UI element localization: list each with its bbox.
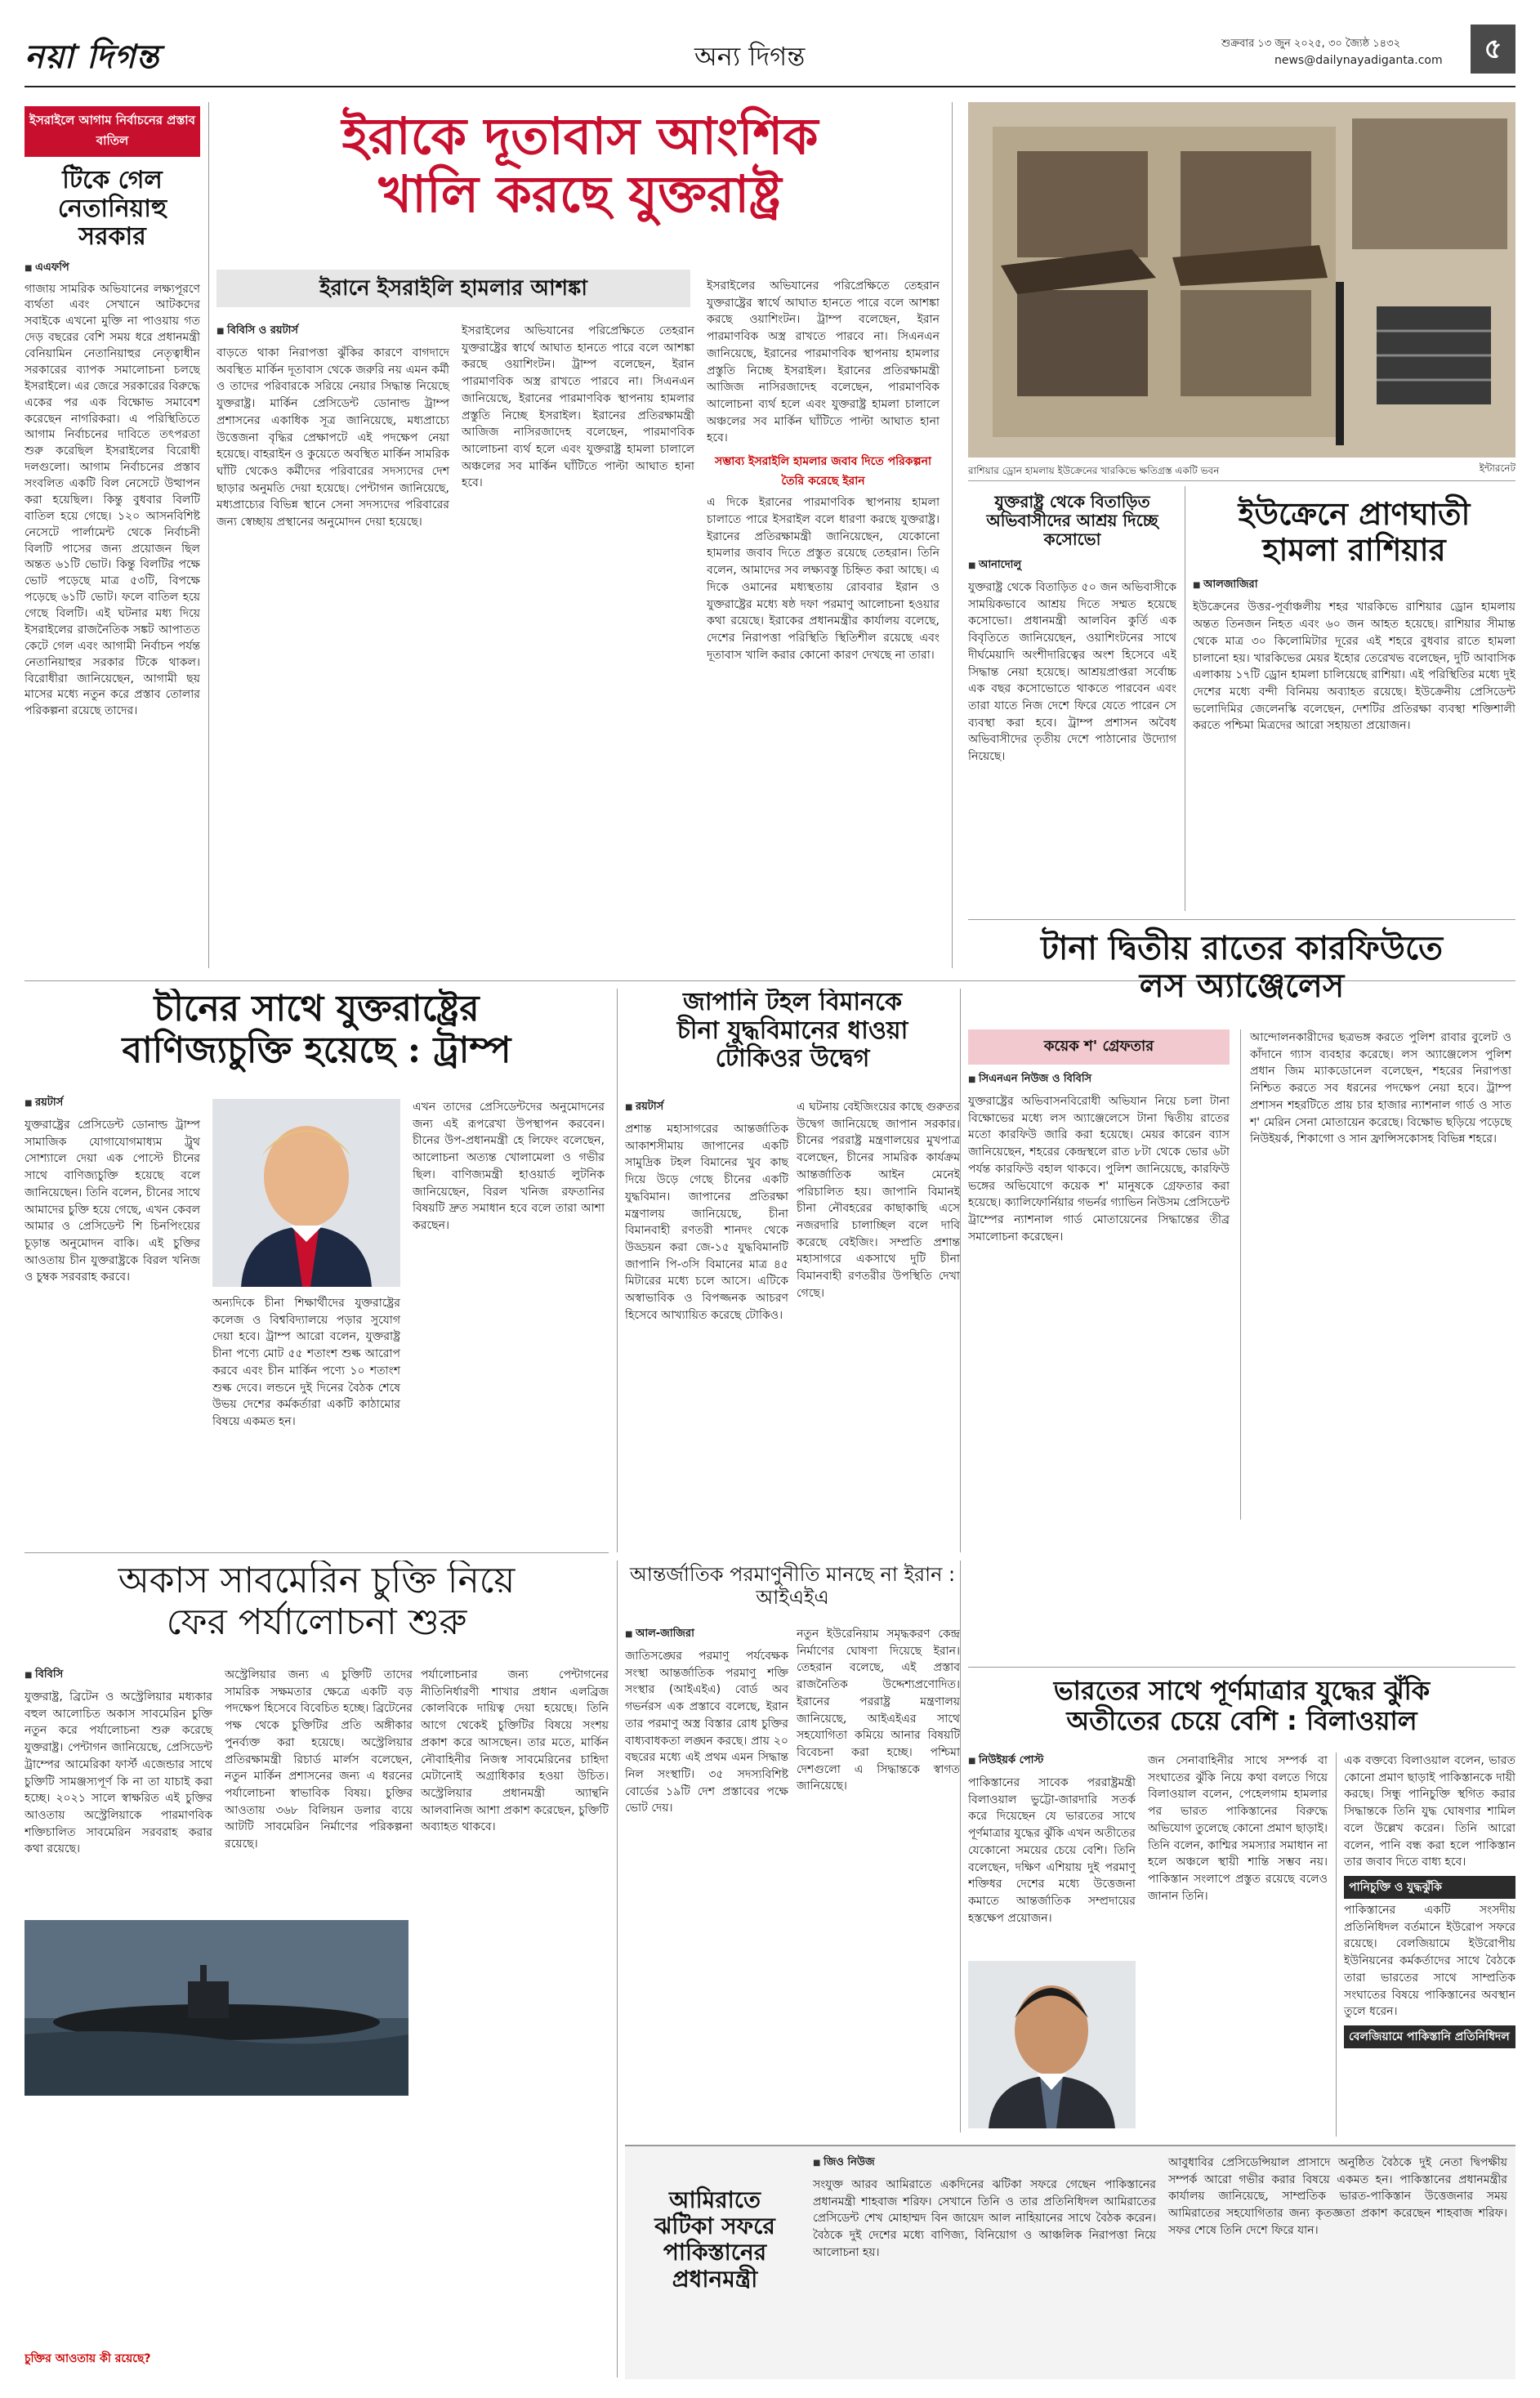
- article-headline-line2: খালি করছে যুক্তরাষ্ট্র: [378, 164, 782, 225]
- article-headline-line2: বাণিজ্যচুক্তি হয়েছে : ট্রাম্প: [122, 1029, 511, 1071]
- continue-subhead: চুক্তির আওতায় কী রয়েছে?: [25, 2352, 151, 2365]
- article-body: বাড়তে থাকা নিরাপত্তা ঝুঁকির কারণে বাগদাদে অবস্থিত মার্কিন দূতাবাস থেকে জরুরি নয় এমন কর্মী ও তাদের পরিবারকে সরিয়ে নেয়ার সিদ্ধান্ত নিয়েছে যুক্তরাষ্ট্র। মার্কিন প্রেসিডেন্ট ডোনাল্ড ট্রাম্প প্রশাসনের একাধিক সূত্র জানিয়েছে, মধ্যপ্রাচ্যে উত্তেজনা বৃদ্ধির প্রেক্ষাপটে এই পদক্ষেপ নেয়া হয়েছে। বাহরাইন ও কুয়েতে অবস্থিত মার্কিন সামরিক ঘাঁটি থেকেও কর্মীদের পরিবারের সদস্যদের দেশ ছাড়ার অনুমতি দেয়া হয়েছে। পেন্টাগন জানিয়েছে, মধ্যপ্রাচ্যের বিভিন্ন স্থানে সেনা সদস্যদের পরিবারের জন্য স্বেচ্ছায় প্রস্থানের অনুমোদন দেয়া হয়েছে।: [216, 346, 449, 529]
- article-kosovo: [968, 486, 1176, 964]
- aukus-col-1: [25, 1667, 212, 1858]
- la-col-1: [968, 1029, 1230, 1245]
- portrait-illustration: [212, 1099, 400, 1287]
- article-body: পর্যালোচনার জন্য পেন্টাগনের নীতিনির্ধারণী শাখার প্রধান এলব্রিজ কোলবিকে দায়িত্ব দেয়া হয়েছে। তিনি আগে থেকেই চুক্তিটির বিষয়ে সংশয় প্রকাশ করে আসছেন। তার মতে, মার্কিন নৌবাহিনীর নিজস্ব সাবমেরিনের চাহিদা মেটানোই অগ্রাধিকার হওয়া উচিত। অস্ট্রেলিয়ার প্রধানমন্ত্রী অ্যান্থনি আলবানিজ আশা প্রকাশ করেছেন, চুক্তিটি অব্যাহত থাকবে।: [421, 1668, 609, 1834]
- article-body: নতুন ইউরেনিয়াম সমৃদ্ধকরণ কেন্দ্র নির্মাণের ঘোষণা দিয়েছে ইরান। তেহরান বলেছে, এই প্রস্তাব রাজনৈতিক উদ্দেশ্যপ্রণোদিত। ইরানের পররাষ্ট্র মন্ত্রণালয় জানিয়েছে, আইএইএর সাথে সহযোগিতা কমিয়ে আনার বিষয়টি বিবেচনা করা হচ্ছে। পশ্চিমা দেশগুলো এ সিদ্ধান্তকে স্বাগত জানিয়েছে।: [797, 1628, 960, 1793]
- article-byline: ■ নিউইয়র্ক পোস্ট: [968, 1753, 1136, 1770]
- article-headline-line3: পাকিস্তানের: [663, 2239, 767, 2266]
- aukus-col-3: [421, 1667, 609, 1836]
- pakistan-col-1: [968, 1753, 1136, 1927]
- article-byline: ■ রয়টার্স: [25, 1095, 200, 1112]
- trump-photo: [212, 1099, 400, 1287]
- submarine-photo: [25, 1920, 408, 2096]
- caption-text: রাশিয়ার ড্রোন হামলায় ইউক্রেনের খারকিভে ক্ষতিগ্রস্ত একটি ভবন: [968, 465, 1220, 476]
- article-headline-line2: লস অ্যাঞ্জেলেস: [1139, 967, 1345, 1005]
- uae-col-1: [813, 2155, 1156, 2262]
- article-headline-line1: ইরাকে দূতাবাস আংশিক: [341, 106, 819, 166]
- article-byline: ■ আলজাজিরা: [1193, 577, 1515, 594]
- article-byline: ■ আনাদোলু: [968, 557, 1176, 574]
- article-headline-line1: জাপানি টহল বিমানকে: [682, 989, 903, 1016]
- article-body: আন্দোলনকারীদের ছত্রভঙ্গ করতে পুলিশ রাবার বুলেট ও কাঁদানে গ্যাস ব্যবহার করেছে। লস অ্যাঞ্জেলেস পুলিশ প্রধান জিম ম্যাকডোনেল বলেছেন, শহরের নিরাপত্তা নিশ্চিত করতে সব ধরনের পদক্ষেপ নেয়া হবে। ট্রাম্প প্রশাসন শহরটিতে প্রায় চার হাজার ন্যাশনাল গার্ড ও সাত শ' মেরিন সেনা মোতায়েন করেছে। বিক্ষোভ ছড়িয়ে পড়েছে নিউইয়র্ক, শিকাগো ও সান ফ্রান্সিসকোসহ বিভিন্ন শহরে।: [1250, 1031, 1511, 1146]
- article-kicker: ইসরাইলে আগাম নির্বাচনের প্রস্তাব বাতিল: [25, 106, 200, 157]
- ukraine-photo: [968, 102, 1515, 458]
- article-body: জাতিসঙ্ঘের পরমাণু পর্যবেক্ষক সংস্থা আন্তর্জাতিক পরমাণু শক্তি সংস্থার (আইএইএ) বোর্ড অব গভর্নরস এক প্রস্তাবে বলেছে, ইরান তার পরমাণু অস্ত্র বিস্তার রোধ চুক্তির বাধ্যবাধকতা লঙ্ঘন করছে। প্রায় ২০ বছরের মধ্যে এই প্রথম এমন সিদ্ধান্ত নিল সংস্থাটি। ৩৫ সদস্যবিশিষ্ট বোর্ডের ১৯টি দেশ প্রস্তাবের পক্ষে ভোট দেয়।: [625, 1650, 788, 1815]
- china-col-2: [212, 1295, 400, 1431]
- subheadline-text: ইরানে ইসরাইলি হামলার আশঙ্কা: [319, 276, 587, 301]
- article-body: যুক্তরাষ্ট্র থেকে বিতাড়িত ৫০ জন অভিবাসীকে সাময়িকভাবে আশ্রয় দিতে সম্মত হয়েছে কসোভো। প্রধানমন্ত্রী আলবিন কুর্তি এক বিবৃতিতে জানিয়েছেন, ওয়াশিংটনের সাথে দীর্ঘমেয়াদি অংশীদারিত্বের অংশ হিসেবে এই সিদ্ধান্ত নেয়া হয়েছে। আশ্রয়প্রাপ্তরা সর্বোচ্চ এক বছর কসোভোতে থাকতে পারবেন এবং তারা যাতে নিজ দেশে ফিরে যেতে পারেন সে ব্যবস্থা করা হবে। ট্রাম্প প্রশাসন অবৈধ অভিবাসীদের তৃতীয় দেশে পাঠানোর উদ্যোগ নিয়েছে।: [968, 581, 1176, 764]
- article-body: এক বক্তব্যে বিলাওয়াল বলেন, ভারত কোনো প্রমাণ ছাড়াই পাকিস্তানকে দায়ী করছে। সিন্ধু পানিচুক্তি স্থগিত করার সিদ্ধান্তকে তিনি যুদ্ধ ঘোষণার শামিল বলে উল্লেখ করেন। তিনি আরো বলেন, পানি বন্ধ করা হলে পাকিস্তান তার জবাব দিতে বাধ্য হবে।: [1344, 1754, 1515, 1869]
- article-body: আবুধাবির প্রেসিডেন্সিয়াল প্রাসাদে অনুষ্ঠিত বৈঠকে দুই নেতা দ্বিপক্ষীয় সম্পর্ক আরো গভীর করার বিষয়ে একমত হন। পাকিস্তানের প্রধানমন্ত্রীর কার্যালয় জানিয়েছে, সাম্প্রতিক ভারত-পাকিস্তান উত্তেজনার সময় আমিরাতের সহযোগিতার জন্য কৃতজ্ঞতা প্রকাশ করেছেন শাহবাজ শরিফ। সফর শেষে তিনি দেশে ফিরে যান।: [1168, 2156, 1507, 2237]
- article-body: ইসরাইলের অভিযানের পরিপ্রেক্ষিতে তেহরান যুক্তরাষ্ট্রের স্বার্থে আঘাত হানতে পারে বলে আশঙ্কা করছে ওয়াশিংটন। ট্রাম্প বলেছেন, ইরান পারমাণবিক অস্ত্র রাখতে পারবে না। সিএনএন জানিয়েছে, ইরানের পারমাণবিক স্থাপনায় হামলার প্রস্তুতি নিচ্ছে ইসরাইল। ইরানের প্রতিরক্ষামন্ত্রী আজিজ নাসিরজাদেহ বলেছেন, পারমাণবিক আলোচনা ব্যর্থ হলে এবং যুক্তরাষ্ট্র হামলা চালালে অঞ্চলের সব মার্কিন ঘাঁটিতে পাল্টা আঘাত হানা হবে।: [707, 279, 940, 445]
- iraq-col-3: [707, 278, 940, 663]
- article-byline: ■ এএফপি: [25, 260, 200, 277]
- masthead: [25, 25, 1515, 87]
- article-ukraine: [1193, 486, 1515, 911]
- article-body: প্রশান্ত মহাসাগরের আন্তর্জাতিক আকাশসীমায় জাপানের একটি সামুদ্রিক টহল বিমানের খুব কাছ দিয়ে উড়ে গেছে চীনের একটি যুদ্ধবিমান। জাপানের প্রতিরক্ষা মন্ত্রণালয় জানিয়েছে, চীনা বিমানবাহী রণতরী শানদং থেকে উড্ডয়ন করা জে-১৫ যুদ্ধবিমানটি জাপানি পি-৩সি বিমানের মাত্র ৪৫ মিটারের মধ্যে চলে আসে। এটিকে অস্বাভাবিক ও বিপজ্জনক আচরণ হিসেবে আখ্যায়িত করেছে টোকিও।: [625, 1123, 788, 1322]
- issue-date: শুক্রবার ১৩ জুন ২০২৫, ৩০ জ্যৈষ্ঠ ১৪৩২: [1221, 38, 1401, 50]
- article-headline-line1: চীনের সাথে যুক্তরাষ্ট্রের: [154, 989, 480, 1029]
- aukus-continue: [25, 2349, 270, 2369]
- article-body: পাকিস্তানের একটি সংসদীয় প্রতিনিধিদল বর্তমানে ইউরোপ সফরে রয়েছে। বেলজিয়ামে ইউরোপীয় ইউনিয়নের কর্মকর্তাদের সাথে বৈঠকে তারা ভারতের সাথে সাম্প্রতিক সংঘাতের বিষয়ে পাকিস্তানের অবস্থান তুলে ধরেন।: [1344, 1904, 1515, 2019]
- submarine-illustration: [25, 1920, 408, 2096]
- article-body: এখন তাদের প্রেসিডেন্টদের অনুমোদনের জন্য এই রূপরেখা উপস্থাপন করবেন। চীনের উপ-প্রধানমন্ত্রী হে লিফেং বলেছেন, আলোচনা অত্যন্ত খোলামেলা ও গভীর ছিল। বাণিজ্যমন্ত্রী হাওয়ার্ড লুটনিক জানিয়েছেন, বিরল খনিজ রফতানির বিষয়টি দ্রুত সমাধান হবে বলে তারা আশা করছেন।: [413, 1101, 605, 1233]
- article-body: অন্যদিকে চীনা শিক্ষার্থীদের যুক্তরাষ্ট্রের কলেজ ও বিশ্ববিদ্যালয়ে পড়ার সুযোগ দেয়া হবে। ট্রাম্প আরো বলেন, যুক্তরাষ্ট্র চীনা পণ্যে মোট ৫৫ শতাংশ শুল্ক আরোপ করবে এবং চীন মার্কিন পণ্যে ১০ শতাংশ শুল্ক দেবে। লন্ডনে দুই দিনের বৈঠক শেষে উভয় দেশের কর্মকর্তারা একটি কাঠামোর বিষয়ে একমত হন।: [212, 1297, 400, 1429]
- article-body: অস্ট্রেলিয়ার জন্য এ চুক্তিটি তাদের সামরিক সক্ষমতার ক্ষেত্রে একটি বড় পদক্ষেপ হিসেবে বিবেচিত হচ্ছে। ব্রিটেনের পক্ষ থেকে চুক্তিটির প্রতি অঙ্গীকার পুনর্ব্যক্ত করা হয়েছে। অস্ট্রেলিয়ার প্রতিরক্ষামন্ত্রী রিচার্ড মার্লস বলেছেন, নতুন মার্কিন প্রশাসনের জন্য এ ধরনের পর্যালোচনা স্বাভাবিক বিষয়। চুক্তির আওতায় ৩৬৮ বিলিয়ন ডলার ব্যয়ে আটটি সাবমেরিন নির্মাণের পরিকল্পনা রয়েছে।: [225, 1668, 413, 1851]
- uae-headline: [633, 2187, 797, 2293]
- article-china-trade: [25, 989, 609, 1544]
- pakistan-col-2: [1148, 1753, 1328, 1905]
- article-red-subhead: বেলজিয়ামে পাকিস্তানি প্রতিনিধিদল: [1344, 2025, 1515, 2048]
- article-body: সংযুক্ত আরব আমিরাতে একদিনের ঝটিকা সফরে গেছেন পাকিস্তানের প্রধানমন্ত্রী শাহবাজ শরিফ। সেখানে তিনি ও তার প্রতিনিধিদল আমিরাতের প্রেসিডেন্ট শেখ মোহাম্মদ বিন জায়েদ আল নাহিয়ানের সাথে বৈঠক করেন। বৈঠকে দুই দেশের মধ্যে বাণিজ্য, বিনিয়োগ ও আঞ্চলিক নিরাপত্তা নিয়ে আলোচনা হয়।: [813, 2178, 1156, 2259]
- article-headline-line1: ইউক্রেনে প্রাণঘাতী: [1238, 495, 1471, 532]
- article-headline-line1: ভারতের সাথে পূর্ণমাত্রার যুদ্ধের ঝুঁকি: [1053, 1675, 1431, 1706]
- article-headline-line3: টোকিওর উদ্বেগ: [715, 1044, 870, 1073]
- article-red-subhead: সম্ভাব্য ইসরাইলি হামলার জবাব দিতে পরিকল্পনা তৈরি করেছে ইরান: [714, 455, 932, 489]
- article-headline-line1: টানা দ্বিতীয় রাতের কারফিউতে: [1040, 929, 1444, 967]
- article-headline-line4: প্রধানমন্ত্রী: [672, 2265, 758, 2293]
- article-red-subhead: পানিচুক্তি ও যুদ্ধঝুঁকি: [1344, 1876, 1515, 1899]
- article-headline: যুক্তরাষ্ট্র থেকে বিতাড়িত অভিবাসীদের আশ্রয় দিচ্ছে কসোভো: [986, 492, 1158, 549]
- article-headline: আন্তর্জাতিক পরমাণুনীতি মানছে না ইরান : আইএইএ: [629, 1563, 956, 1609]
- iraq-col-1: [216, 323, 449, 531]
- article-subheadline: [216, 270, 690, 307]
- article-kicker: কয়েক শ' গ্রেফতার: [968, 1029, 1230, 1065]
- article-body: ইসরাইলের অভিযানের পরিপ্রেক্ষিতে তেহরান যুক্তরাষ্ট্রের স্বার্থে আঘাত হানতে পারে বলে আশঙ্কা করছে ওয়াশিংটন। ট্রাম্প বলেছেন, ইরান পারমাণবিক অস্ত্র রাখতে পারবে না। সিএনএন জানিয়েছে, ইরানের পারমাণবিক স্থাপনায় হামলার প্রস্তুতি নিচ্ছে ইসরাইল। ইরানের প্রতিরক্ষামন্ত্রী আজিজ নাসিরজাদেহ বলেছেন, পারমাণবিক আলোচনা ব্যর্থ হলে এবং যুক্তরাষ্ট্র হামলা চালালে অঞ্চলের সব মার্কিন ঘাঁটিতে পাল্টা আঘাত হানা হবে।: [462, 324, 694, 490]
- article-body: এ ঘটনায় বেইজিংয়ের কাছে গুরুতর উদ্বেগ জানিয়েছে জাপান সরকার। চীনের পররাষ্ট্র মন্ত্রণালয়ের মুখপাত্র বলেছেন, চীনের সামরিক কার্যক্রম আন্তর্জাতিক আইন মেনেই পরিচালিত হয়। জাপানি বিমানই চীনা নৌবহরের কাছাকাছি এসে নজরদারি চালাচ্ছিল বলে দাবি করেছে বেইজিং। সম্প্রতি প্রশান্ত মহাসাগরে একসাথে দুটি চীনা বিমানবাহী রণতরীর উপস্থিতি দেখা গেছে।: [797, 1101, 960, 1300]
- article-body: পাকিস্তানের সাবেক পররাষ্ট্রমন্ত্রী বিলাওয়াল ভুট্টো-জারদারি সতর্ক করে দিয়েছেন যে ভারতের সাথে পূর্ণমাত্রার যুদ্ধের ঝুঁকি এখন অতীতের যেকোনো সময়ের চেয়ে বেশি। তিনি বলেছেন, দক্ষিণ এশিয়ায় দুই পরমাণু শক্তিধর দেশের মধ্যে উত্তেজনা কমাতে আন্তর্জাতিক সম্প্রদায়ের হস্তক্ষেপ প্রয়োজন।: [968, 1776, 1136, 1925]
- aukus-col-2: [225, 1667, 413, 1853]
- article-pakistan: [968, 1671, 1515, 2145]
- newspaper-logo: নয়া দিগন্ত: [25, 38, 160, 76]
- iaea-col-1: [625, 1626, 788, 1817]
- japan-col-2: [797, 1099, 960, 1302]
- article-headline-line1: অকাস সাবমেরিন চুক্তি নিয়ে: [118, 1561, 516, 1601]
- japan-col-1: [625, 1099, 788, 1324]
- article-headline-line2: ফের পর্যালোচনা শুরু: [166, 1601, 467, 1643]
- article-headline-line2: চীনা যুদ্ধবিমানের ধাওয়া: [676, 1016, 908, 1045]
- article-body: এ দিকে ইরানের পারমাণবিক স্থাপনায় হামলা চালাতে পারে ইসরাইল বলে ধারণা করছে যুক্তরাষ্ট্র। ইরানের প্রতিরক্ষামন্ত্রী জানিয়েছেন, যেকোনো হামলার জবাব দিতে প্রস্তুত রয়েছে তেহরান। তিনি বলেন, আমাদের সব লক্ষ্যবস্তু চিহ্নিত করা আছে। এ দিকে ওমানের মধ্যস্থতায় রোববার ইরান ও যুক্তরাষ্ট্রের মধ্যে ষষ্ঠ দফা পরমাণু আলোচনা হওয়ার কথা রয়েছে। ইরাকের প্রধানমন্ত্রীর কার্যালয় বলেছে, দেশের নিরাপত্তা পরিস্থিতি স্থিতিশীল রয়েছে এবং দূতাবাস খালি করার কোনো কারণ দেখছে না তারা।: [707, 496, 940, 662]
- photo-credit: ইন্টারনেট: [1479, 462, 1515, 474]
- article-iaea: [625, 1561, 960, 2132]
- article-byline: ■ সিএনএন নিউজ ও বিবিসি: [968, 1071, 1230, 1088]
- article-body: যুক্তরাষ্ট্রের অভিবাসনবিরোধী অভিযান নিয়ে চলা টানা বিক্ষোভের মধ্যে লস অ্যাঞ্জেলেসে টানা দ্বিতীয় রাতের মতো কারফিউ জারি করা হয়েছে। মেয়র কারেন ব্যাস জানিয়েছেন, শহরের কেন্দ্রস্থলে রাত ৮টা থেকে ভোর ৬টা পর্যন্ত কারফিউ বহাল থাকবে। পুলিশ জানিয়েছে, কারফিউ ভঙ্গের অভিযোগে কয়েক শ' মানুষকে গ্রেফতার করা হয়েছে। ক্যালিফোর্নিয়ার গভর্নর গ্যাভিন নিউসম প্রেসিডেন্ট ট্রাম্পের ন্যাশনাল গার্ড মোতায়েনের সিদ্ধান্তের তীব্র সমালোচনা করেছেন।: [968, 1095, 1230, 1244]
- la-col-2: [1250, 1029, 1511, 1148]
- article-body: ইউক্রেনের উত্তর-পূর্বাঞ্চলীয় শহর খারকিভে রাশিয়ার ড্রোন হামলায় অন্তত তিনজন নিহত এবং ৬০ জন আহত হয়েছে। রাশিয়ার সীমান্ত থেকে মাত্র ৩০ কিলোমিটার দূরের এই শহরে বুধবার রাতে হামলা চালানো হয়। খারকিভের মেয়র ইহোর তেরেখভ বলেছেন, দুটি আবাসিক এলাকায় ১৭টি ড্রোন হামলা চালিয়েছে রাশিয়া। এই পরিস্থিতির মধ্যে দুই দেশের মধ্যে বন্দী বিনিময় অব্যাহত রয়েছে। ইউক্রেনীয় প্রেসিডেন্ট ভলোদিমির জেলেনস্কি বলেছেন, দেশটির প্রতিরক্ষা ব্যবস্থা শক্তিশালী করতে পশ্চিমা মিত্রদের আরো সহায়তা প্রয়োজন।: [1193, 601, 1515, 733]
- page-number: [1471, 25, 1515, 74]
- iaea-col-2: [797, 1626, 960, 1795]
- article-body: যুক্তরাষ্ট্র, ব্রিটেন ও অস্ট্রেলিয়ার মধ্যকার বহুল আলোচিত অকাস সাবমেরিন চুক্তি নতুন করে পর্যালোচনা শুরু করেছে যুক্তরাষ্ট্র। পেন্টাগন জানিয়েছে, প্রেসিডেন্ট ট্রাম্পের আমেরিকা ফার্স্ট এজেন্ডার সাথে চুক্তিটি সামঞ্জস্যপূর্ণ কি না তা যাচাই করা হচ্ছে। ২০২১ সালে স্বাক্ষরিত এই চুক্তির আওতায় অস্ট্রেলিয়াকে পারমাণবিক শক্তিচালিত সাবমেরিন সরবরাহ করার কথা রয়েছে।: [25, 1690, 212, 1856]
- page-number-text: ৫: [1484, 33, 1502, 65]
- article-byline: ■ বিবিসি ও রয়টার্স: [216, 323, 449, 340]
- article-japan: [625, 989, 960, 1552]
- article-byline: ■ জিও নিউজ: [813, 2155, 1156, 2172]
- article-israel: [25, 106, 200, 972]
- damaged-building-illustration: [968, 102, 1515, 458]
- portrait-illustration: [968, 1961, 1136, 2128]
- section-title: অন্য দিগন্ত: [694, 41, 806, 72]
- china-col-1: [25, 1095, 200, 1286]
- article-headline-line2: অতীতের চেয়ে বেশি : বিলাওয়াল: [1066, 1704, 1417, 1736]
- article-headline-line2: হামলা রাশিয়ার: [1262, 530, 1446, 568]
- article-byline: ■ রয়টার্স: [625, 1099, 788, 1116]
- article-aukus: [25, 1561, 609, 2378]
- article-body: গাজায় সামরিক অভিযানের লক্ষ্যপূরণে ব্যর্থতা এবং সেখানে আটকদের সবাইকে এখনো মুক্তি না পাওয়ায় গত দেড় বছরের বেশি সময় ধরে প্রধানমন্ত্রী বেনিয়ামিন নেতানিয়াহুর নেতৃত্বাধীন সরকারের ব্যাপক সমালোচনা চলছে ইসরাইলে। এর জেরে সরকারের বিরুদ্ধে একের পর এক বিক্ষোভ সমাবেশ করেছেন নাগরিকরা। এ পরিস্থিতিতে আগাম নির্বাচনের দাবিতে তৎপরতা শুরু করেছিল ইসরাইলের বিরোধী দলগুলো। আগাম নির্বাচনের প্রস্তাব সংবলিত একটি বিল নেসেটে উত্থাপন করা হয়েছিল। কিন্তু বুধবার বিলটি বাতিল হয়ে গেছে। ১২০ আসনবিশিষ্ট নেসেটে পার্লামেন্ট থেকে নির্বাচনী বিলটি পাসের জন্য প্রয়োজন ছিল অন্তত ৬১টি ভোট। কিন্তু বিলটির পক্ষে ভোট পড়েছে মাত্র ৫৩টি, বিপক্ষে পড়েছে ৬১টি ভোট। ফলে বাতিল হয়ে গেছে বিলটি। এই ঘটনার মধ্য দিয়ে ইসরাইলের রাজনৈতিক সঙ্কট আপাতত কেটে গেল এবং আগামী নির্বাচন পর্যন্ত নেতানিয়াহুর সরকার টিকে থাকল। বিরোধীরা জানিয়েছেন, আগামী ছয় মাসের মধ্যে নতুন করে প্রস্তাব তোলার পরিকল্পনা রয়েছে তাদের।: [25, 282, 200, 718]
- article-body: জন সেনাবাহিনীর সাথে সম্পর্ক বা সংঘাতের ঝুঁকি নিয়ে কথা বলতে গিয়ে বিলাওয়াল বলেন, পেহেলগাম হামলার পর ভারত পাকিস্তানের বিরুদ্ধে অভিযোগ তুলেছে কোনো প্রমাণ ছাড়াই। তিনি বলেন, কাশ্মির সমস্যার সমাধান না হলে অঞ্চলে স্থায়ী শান্তি সম্ভব নয়। পাকিস্তান সংলাপে প্রস্তুত রয়েছে বলেও জানান তিনি।: [1148, 1754, 1328, 1903]
- article-body: যুক্তরাষ্ট্রের প্রেসিডেন্ট ডোনাল্ড ট্রাম্প সামাজিক যোগাযোগমাধ্যম ট্রুথ সোশ্যালে দেয়া এক পোস্টে চীনের সাথে বাণিজ্যচুক্তি হয়েছে বলে জানিয়েছেন। তিনি বলেন, চীনের সাথে আমাদের চুক্তি হয়ে গেছে, এখন কেবল আমার ও প্রেসিডেন্ট শি চিনপিংয়ের চূড়ান্ত অনুমোদন বাকি। এই চুক্তির আওতায় চীন যুক্তরাষ্ট্রকে বিরল খনিজ ও চুম্বক সরবরাহ করবে।: [25, 1119, 200, 1284]
- article-byline: ■ আল-জাজিরা: [625, 1626, 788, 1643]
- article-headline: টিকে গেল নেতানিয়াহু সরকার: [57, 166, 167, 251]
- article-headline-line2: ঝটিকা সফরে: [654, 2213, 775, 2240]
- iraq-col-2: [462, 323, 694, 492]
- photo-caption: [968, 462, 1515, 478]
- pakistan-col-3: [1344, 1753, 1515, 2052]
- china-col-3: [413, 1099, 605, 1235]
- bilawal-photo: [968, 1961, 1136, 2128]
- article-uae: [625, 2145, 1515, 2379]
- article-iraq: [216, 102, 944, 972]
- article-byline: ■ বিবিসি: [25, 1667, 212, 1684]
- article-headline-line1: আমিরাতে: [669, 2186, 761, 2213]
- uae-col-2: [1168, 2155, 1507, 2239]
- article-los-angeles: [968, 923, 1515, 1659]
- contact-email: news@dailynayadiganta.com: [1274, 54, 1443, 67]
